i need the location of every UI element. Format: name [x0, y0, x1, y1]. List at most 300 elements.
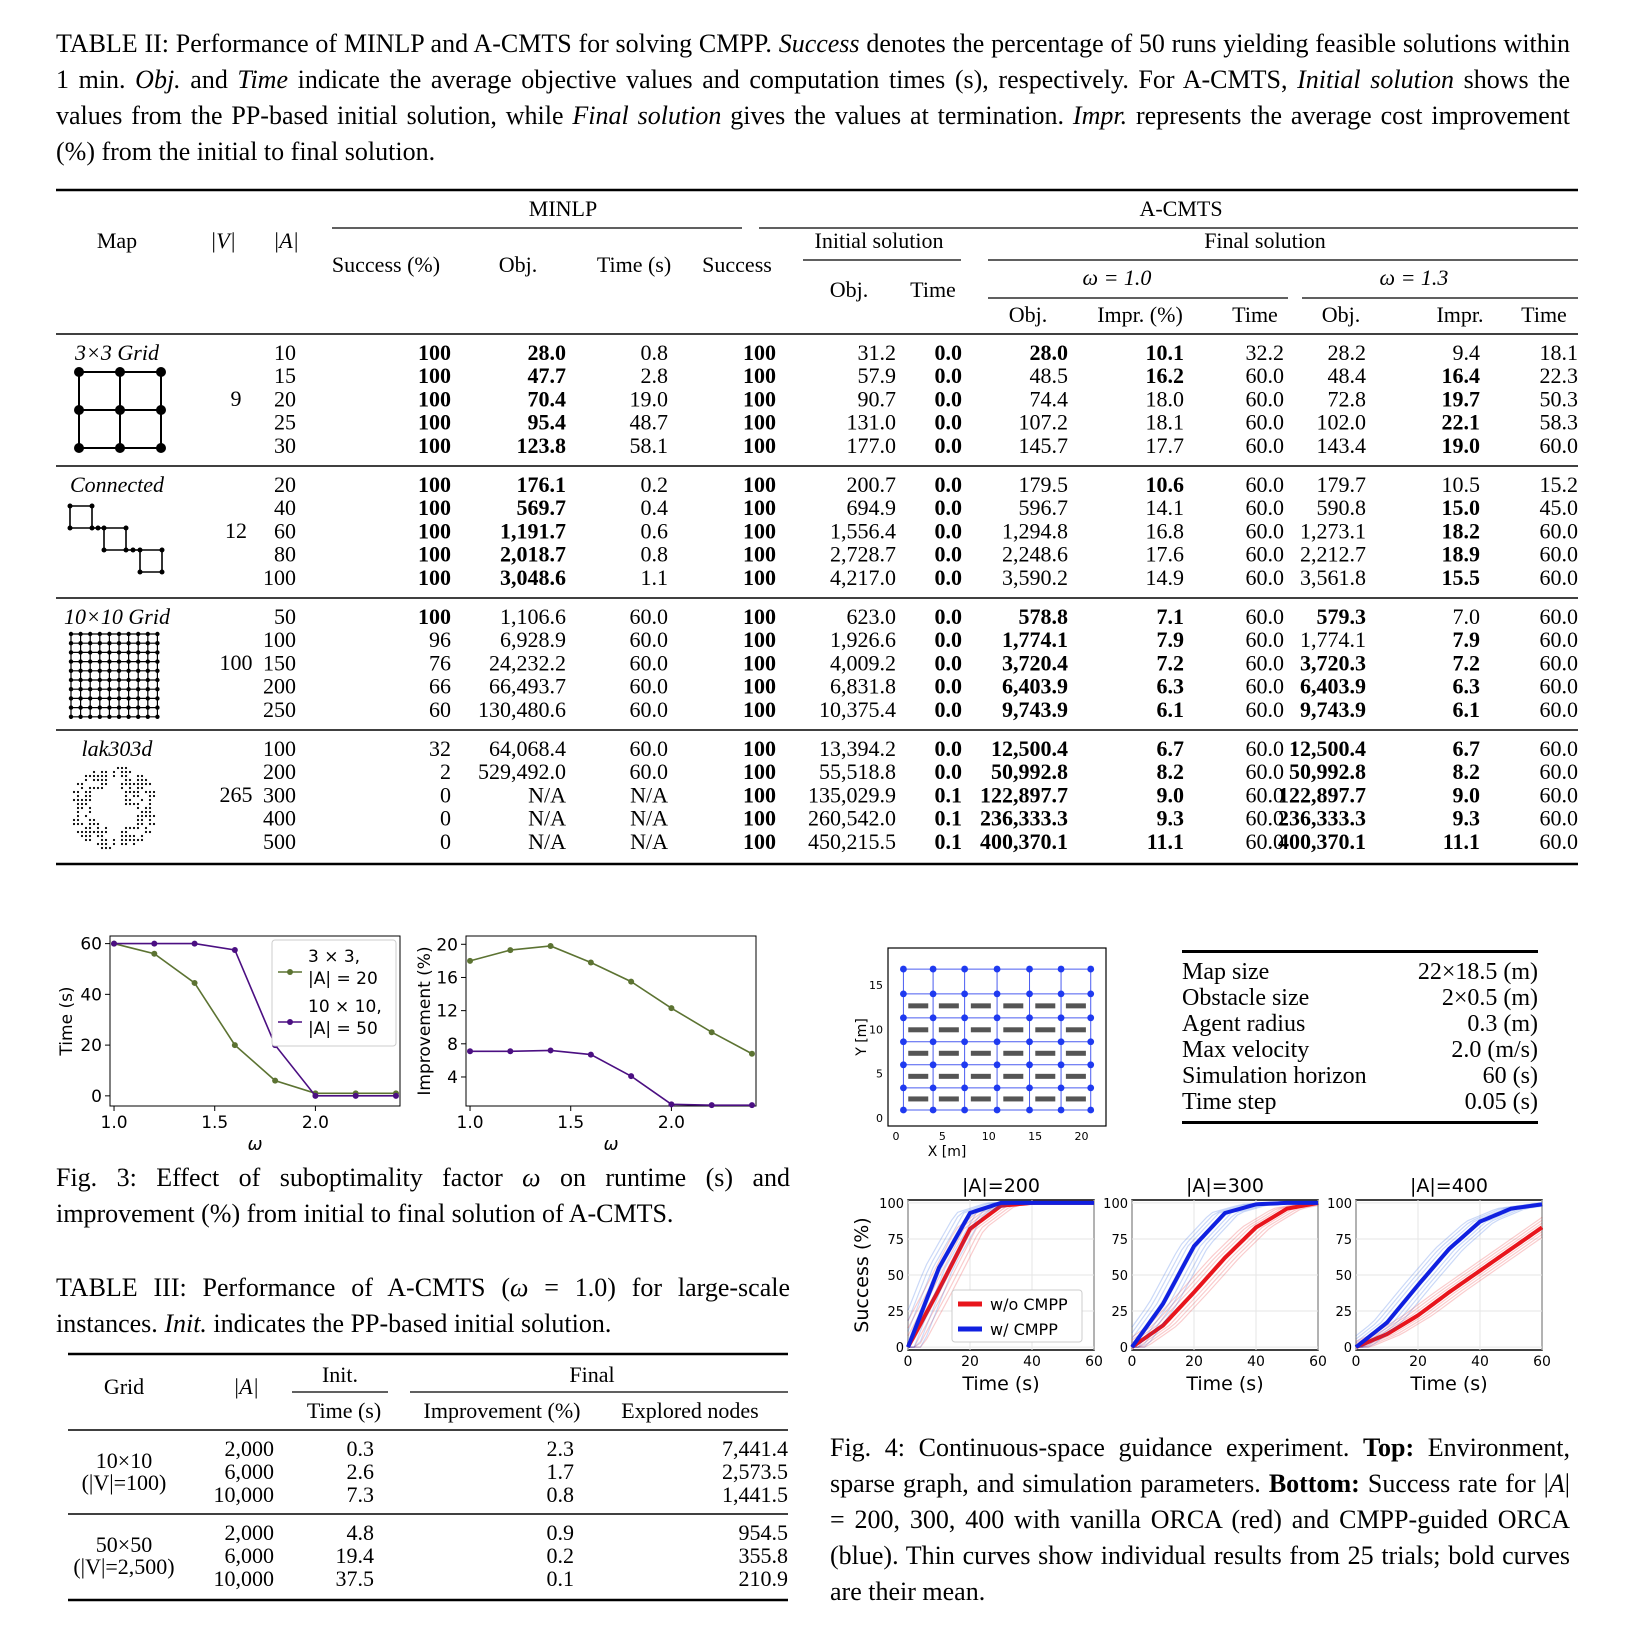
col-w13-obj: Obj.: [1321, 302, 1361, 327]
graph-node: [930, 1014, 937, 1021]
cell: 1,556.4: [830, 518, 896, 544]
cell: N/A: [630, 805, 668, 831]
cell: 10.5: [1441, 472, 1480, 497]
x-tick-label: 0: [1127, 1354, 1137, 1370]
cell: 0.0: [934, 736, 962, 761]
cell: 6.3: [1452, 673, 1480, 699]
cell: 100: [418, 432, 451, 458]
cell: 60.0: [629, 673, 668, 699]
cell: N/A: [630, 828, 668, 854]
x-tick-label: 20: [1185, 1354, 1203, 1370]
param-name: Agent radius: [1182, 1011, 1306, 1037]
cell: 9.4: [1452, 340, 1480, 365]
data-point: [312, 1093, 318, 1099]
cell: 22.3: [1539, 363, 1578, 389]
cell: 1.1: [640, 564, 668, 590]
cell: 578.8: [1018, 604, 1068, 629]
obstacle: [971, 1074, 991, 1079]
x-tick-label: 60: [1309, 1354, 1327, 1370]
cell: 60.0: [629, 759, 668, 785]
grid-name: 10×10: [95, 1448, 153, 1473]
cell: 4,009.2: [830, 650, 896, 676]
sim-params-table: [1182, 950, 1538, 1124]
x-tick-label: 1.5: [201, 1113, 229, 1133]
param-row: [1182, 985, 1538, 1011]
cell: 2,018.7: [500, 541, 566, 567]
graph-node: [1087, 966, 1094, 973]
v-count: 12: [225, 518, 247, 543]
x-axis-label: X [m]: [927, 1144, 967, 1160]
data-point: [628, 1073, 634, 1079]
cell: 10,375.4: [819, 696, 896, 722]
cell: 0.0: [934, 363, 962, 389]
cell: 130,480.6: [478, 696, 566, 722]
x-tick-label: 1.0: [456, 1113, 484, 1133]
cell: 0.0: [934, 432, 962, 458]
y-tick-label: 60: [80, 934, 102, 955]
graph-node: [900, 1107, 907, 1114]
data-point: [393, 1093, 399, 1099]
cell: 1,774.1: [1300, 627, 1366, 653]
map-name: 10×10 Grid: [64, 604, 170, 629]
cell: 0.0: [934, 673, 962, 699]
cell: 20: [274, 386, 296, 412]
cell: 15: [274, 363, 296, 389]
cell: 19.0: [1441, 432, 1480, 458]
cell: 100: [743, 627, 776, 653]
data-point: [192, 980, 198, 986]
cell: 100: [743, 736, 776, 761]
cell: 18.2: [1441, 518, 1480, 544]
cell: 0.0: [934, 696, 962, 722]
obstacle: [1003, 1096, 1023, 1101]
grid-name: 50×50: [95, 1532, 153, 1557]
cell: 2,000: [224, 1436, 274, 1461]
cell: 1,106.6: [500, 604, 566, 629]
param-row: [1182, 1063, 1538, 1089]
cell: 19.0: [629, 386, 668, 412]
y-axis-label: Y [m]: [854, 1018, 870, 1056]
cell: 0.8: [640, 340, 668, 365]
cell: 0.0: [934, 386, 962, 412]
cell: 100: [743, 650, 776, 676]
obstacle: [908, 1003, 928, 1008]
data-point: [588, 960, 594, 966]
cell: 2,728.7: [830, 541, 896, 567]
cell: 0.0: [934, 564, 962, 590]
cell: 300: [263, 782, 296, 808]
map-name: Connected: [69, 472, 165, 497]
x-tick-label: 20: [961, 1354, 979, 1370]
data-point: [749, 1051, 755, 1057]
cell: 74.4: [1029, 386, 1068, 412]
cell: 0.1: [934, 782, 962, 808]
graph-node: [961, 1107, 968, 1114]
col-time: Time (s): [306, 1398, 382, 1423]
cell: 400,370.1: [980, 828, 1068, 854]
map-thumbnail: [68, 504, 165, 575]
x-tick-label: 1.0: [100, 1113, 128, 1133]
data-point: [628, 979, 634, 985]
col-w13-impr: Impr.: [1436, 302, 1484, 327]
cell: 2.6: [346, 1459, 374, 1484]
data-point: [151, 951, 157, 957]
cell: 50,992.8: [1289, 759, 1366, 785]
y-tick-label: 50: [887, 1269, 904, 1284]
cell: 10.1: [1145, 340, 1184, 365]
obstacle: [1066, 1027, 1086, 1032]
col-w10-impr: Impr. (%): [1097, 302, 1183, 327]
legend-label: 3 × 3,: [308, 947, 361, 967]
obstacle: [1066, 1051, 1086, 1056]
cell: 6.1: [1452, 696, 1480, 722]
table3: [68, 1352, 788, 1612]
obstacle: [939, 1074, 959, 1079]
grid-sub: (|V|=2,500): [73, 1554, 175, 1579]
cell: 100: [743, 696, 776, 722]
cell: 60.0: [1245, 386, 1284, 412]
cell: 100: [418, 495, 451, 521]
cell: 66,493.7: [489, 673, 566, 699]
data-point: [588, 1052, 594, 1058]
col-w10: ω = 1.0: [1082, 265, 1152, 290]
cell: 0.0: [934, 340, 962, 365]
x-axis-label: ω: [247, 1134, 263, 1150]
cell: 122,897.7: [980, 782, 1068, 808]
col-w10-obj: Obj.: [1008, 302, 1048, 327]
param-value: 2×0.5 (m): [1441, 985, 1538, 1011]
graph-node: [930, 1038, 937, 1045]
col-w13-time: Time: [1521, 302, 1567, 327]
cell: 60: [429, 696, 451, 722]
cell: 100: [743, 495, 776, 521]
data-point: [507, 947, 513, 953]
x-tick-label: 20: [1074, 1130, 1089, 1143]
cell: 0.8: [546, 1482, 574, 1507]
acmts-header: A-CMTS: [1139, 196, 1223, 221]
cell: 60.0: [1245, 805, 1284, 831]
col-w10-time: Time: [1232, 302, 1278, 327]
cell: 6.7: [1452, 736, 1480, 761]
cell: 100: [743, 805, 776, 831]
cell: 80: [274, 541, 296, 567]
obstacle: [939, 1027, 959, 1032]
cell: 64,068.4: [489, 736, 566, 761]
col-map: Map: [96, 228, 138, 253]
cell: 100: [418, 564, 451, 590]
environment-plot: [850, 940, 1180, 1170]
cell: 60.0: [1245, 432, 1284, 458]
graph-node: [930, 1061, 937, 1068]
cell: 60.0: [629, 650, 668, 676]
cell: 31.2: [857, 340, 896, 365]
data-point: [709, 1029, 715, 1035]
cell: 0.2: [546, 1543, 574, 1568]
cell: 210.9: [738, 1566, 788, 1591]
cell: 355.8: [738, 1543, 788, 1568]
map-name: lak303d: [81, 736, 153, 761]
cell: 0.6: [640, 518, 668, 544]
cell: 100: [418, 363, 451, 389]
cell: 1.7: [546, 1459, 574, 1484]
cell: 200.7: [846, 472, 896, 497]
x-tick-label: 5: [938, 1130, 946, 1143]
cell: 14.1: [1145, 495, 1184, 521]
cell: 96: [429, 627, 451, 653]
col-a: |A|: [233, 1374, 259, 1399]
col-minlp-time: Time (s): [596, 252, 672, 277]
x-tick-label: 10: [981, 1130, 996, 1143]
graph-node: [930, 1107, 937, 1114]
cell: 16.4: [1441, 363, 1480, 389]
cell: 12,500.4: [1289, 736, 1366, 761]
data-point: [467, 958, 473, 964]
graph-node: [994, 1038, 1001, 1045]
cell: N/A: [630, 782, 668, 808]
cell: 500: [263, 828, 296, 854]
cell: 100: [743, 604, 776, 629]
data-point: [668, 1005, 674, 1011]
graph-node: [1058, 1061, 1065, 1068]
cell: 18.1: [1539, 340, 1578, 365]
cell: 177.0: [846, 432, 896, 458]
y-tick-label: 20: [436, 935, 458, 956]
cell: 100: [418, 386, 451, 412]
data-point: [709, 1102, 715, 1108]
cell: 60.0: [1245, 759, 1284, 785]
cell: 596.7: [1018, 495, 1068, 521]
cell: 260,542.0: [808, 805, 896, 831]
cell: 179.5: [1018, 472, 1068, 497]
cell: 50,992.8: [991, 759, 1068, 785]
cell: 200: [263, 673, 296, 699]
cell: 145.7: [1018, 432, 1068, 458]
cell: 3,561.8: [1300, 564, 1366, 590]
graph-node: [994, 1107, 1001, 1114]
cell: 60.0: [1539, 518, 1578, 544]
y-tick-label: 75: [1335, 1232, 1352, 1248]
cell: 9.3: [1452, 805, 1480, 831]
cell: 0: [440, 782, 451, 808]
y-tick-label: 100: [1327, 1196, 1352, 1212]
cell: 0.1: [546, 1566, 574, 1591]
col-init-time: Time: [910, 277, 956, 302]
cell: 32.2: [1245, 340, 1284, 365]
cell: 10,000: [213, 1482, 274, 1507]
map-thumbnail: [73, 767, 155, 849]
x-tick-label: 2.0: [657, 1113, 685, 1133]
cell: 60.0: [629, 627, 668, 653]
cell: 2.3: [546, 1436, 574, 1461]
y-tick-label: 10: [869, 1023, 883, 1037]
cell: 623.0: [846, 604, 896, 629]
cell: 100: [743, 409, 776, 435]
graph-node: [900, 1014, 907, 1021]
cell: 100: [743, 340, 776, 365]
param-row: [1182, 1037, 1538, 1063]
cell: 450,215.5: [808, 828, 896, 854]
cell: 55,518.8: [819, 759, 896, 785]
cell: 6,000: [224, 1543, 274, 1568]
x-tick-label: 20: [1409, 1354, 1427, 1370]
data-point: [353, 1093, 359, 1099]
graph-node: [994, 966, 1001, 973]
cell: 400: [263, 805, 296, 831]
cell: 60.0: [1539, 736, 1578, 761]
cell: 100: [418, 518, 451, 544]
graph-node: [1087, 1084, 1094, 1091]
cell: 19.7: [1441, 386, 1480, 412]
cell: 60.0: [1539, 805, 1578, 831]
param-value: 2.0 (m/s): [1451, 1037, 1538, 1063]
param-name: Max velocity: [1182, 1037, 1310, 1063]
cell: 100: [743, 432, 776, 458]
cell: 40: [274, 495, 296, 521]
fig4-caption: Fig. 4: Continuous-space guidance experiment. Top: Environment, sparse graph, and simulation parameters. Bottom: Success rate for |A| = 200, 300, 400 with vanilla ORCA (red) and CMPP-guided ORCA (blue). Thin curves show individual results from 25 trials; bold curves are their mean.: [830, 1433, 1570, 1606]
cell: 100: [418, 340, 451, 365]
graph-node: [1026, 1061, 1033, 1068]
cell: 6.1: [1156, 696, 1184, 722]
y-tick-label: 100: [1103, 1196, 1128, 1212]
cell: 60.0: [1539, 782, 1578, 808]
graph-node: [1058, 966, 1065, 973]
data-point: [272, 1078, 278, 1084]
cell: 9,743.9: [1300, 696, 1366, 722]
cell: 100: [263, 736, 296, 761]
cell: 16.8: [1145, 518, 1184, 544]
y-tick-label: 75: [1111, 1232, 1128, 1248]
x-tick-label: 40: [1247, 1354, 1265, 1370]
graph-node: [900, 990, 907, 997]
graph-node: [1087, 1014, 1094, 1021]
graph-node: [961, 1038, 968, 1045]
graph-node: [930, 966, 937, 973]
cell: 6,403.9: [1002, 673, 1068, 699]
cell: 60.0: [1539, 541, 1578, 567]
param-name: Map size: [1182, 959, 1270, 985]
cell: 70.4: [527, 386, 566, 412]
cell: 47.7: [527, 363, 566, 389]
cell: 19.4: [335, 1543, 374, 1568]
param-value: 60 (s): [1482, 1063, 1538, 1089]
cell: 10: [274, 340, 296, 365]
grid-sub: (|V|=100): [81, 1470, 167, 1495]
data-point: [668, 1101, 674, 1107]
cell: 100: [743, 541, 776, 567]
cell: 60.0: [1245, 673, 1284, 699]
chart-title: |A|=200: [962, 1175, 1040, 1197]
cell: 60.0: [629, 696, 668, 722]
cell: 7.9: [1452, 627, 1480, 653]
cell: 1,926.6: [830, 627, 896, 653]
cell: 16.2: [1145, 363, 1184, 389]
x-axis-label: ω: [603, 1134, 619, 1150]
graph-node: [1058, 1107, 1065, 1114]
cell: 4,217.0: [830, 564, 896, 590]
col-init-obj: Obj.: [829, 277, 869, 302]
data-point: [548, 1047, 554, 1053]
cell: 102.0: [1316, 409, 1366, 435]
x-tick-label: 0: [903, 1354, 913, 1370]
cell: 60.0: [1245, 541, 1284, 567]
cell: 60.0: [1245, 736, 1284, 761]
data-point: [467, 1048, 473, 1054]
cell: 1,774.1: [1002, 627, 1068, 653]
cell: 200: [263, 759, 296, 785]
graph-node: [900, 1084, 907, 1091]
param-name: Obstacle size: [1182, 985, 1310, 1011]
cell: 135,029.9: [808, 782, 896, 808]
cell: 60.0: [1539, 828, 1578, 854]
y-tick-label: 12: [436, 1001, 458, 1022]
cell: 60.0: [1539, 650, 1578, 676]
table3-grid: [68, 1352, 788, 1612]
cell: 100: [263, 627, 296, 653]
cell: 6,000: [224, 1459, 274, 1484]
cell: 0.8: [640, 541, 668, 567]
col-initial: Initial solution: [814, 228, 944, 253]
y-axis-label: Improvement (%): [415, 946, 435, 1096]
x-axis-label: Time (s): [962, 1373, 1040, 1395]
cell: 2,000: [224, 1520, 274, 1545]
cell: 11.1: [1442, 828, 1480, 854]
cell: 100: [743, 518, 776, 544]
cell: 122,897.7: [1278, 782, 1366, 808]
cell: 60.0: [1539, 673, 1578, 699]
y-tick-label: 0: [895, 1341, 904, 1357]
fig3-svg: [50, 928, 800, 1150]
graph-node: [1026, 966, 1033, 973]
obstacle: [1066, 1074, 1086, 1079]
cell: 60.0: [1245, 518, 1284, 544]
cell: 7.0: [1452, 604, 1480, 629]
map-thumbnail: [74, 367, 166, 453]
cell: 100: [743, 828, 776, 854]
cell: 1,294.8: [1002, 518, 1068, 544]
obstacle: [1066, 1096, 1086, 1101]
cell: 0.0: [934, 759, 962, 785]
cell: 0.0: [934, 604, 962, 629]
param-value: 0.05 (s): [1464, 1089, 1538, 1115]
cell: 694.9: [846, 495, 896, 521]
y-tick-label: 4: [447, 1067, 458, 1088]
cell: 2,212.7: [1300, 541, 1366, 567]
series-line: [470, 946, 752, 1054]
data-point: [232, 1042, 238, 1048]
cell: 17.7: [1145, 432, 1184, 458]
cell: N/A: [528, 782, 566, 808]
legend-marker: [287, 969, 293, 975]
graph-node: [1026, 1014, 1033, 1021]
legend-label: |A| = 20: [308, 969, 378, 989]
legend-label: 10 × 10,: [308, 997, 382, 1017]
cell: 1,441.5: [722, 1482, 788, 1507]
graph-node: [930, 990, 937, 997]
cell: 7.9: [1156, 627, 1184, 653]
graph-node: [900, 966, 907, 973]
map-name: 3×3 Grid: [75, 340, 159, 365]
col-acmts-success: Success: [702, 252, 772, 277]
data-point: [151, 941, 157, 947]
cell: 14.9: [1145, 564, 1184, 590]
graph-node: [961, 1084, 968, 1091]
cell: 30: [274, 432, 296, 458]
cell: 18.1: [1145, 409, 1184, 435]
obstacle: [908, 1051, 928, 1056]
col-w13: ω = 1.3: [1379, 265, 1449, 290]
cell: 176.1: [516, 472, 566, 497]
cell: 6.7: [1156, 736, 1184, 761]
